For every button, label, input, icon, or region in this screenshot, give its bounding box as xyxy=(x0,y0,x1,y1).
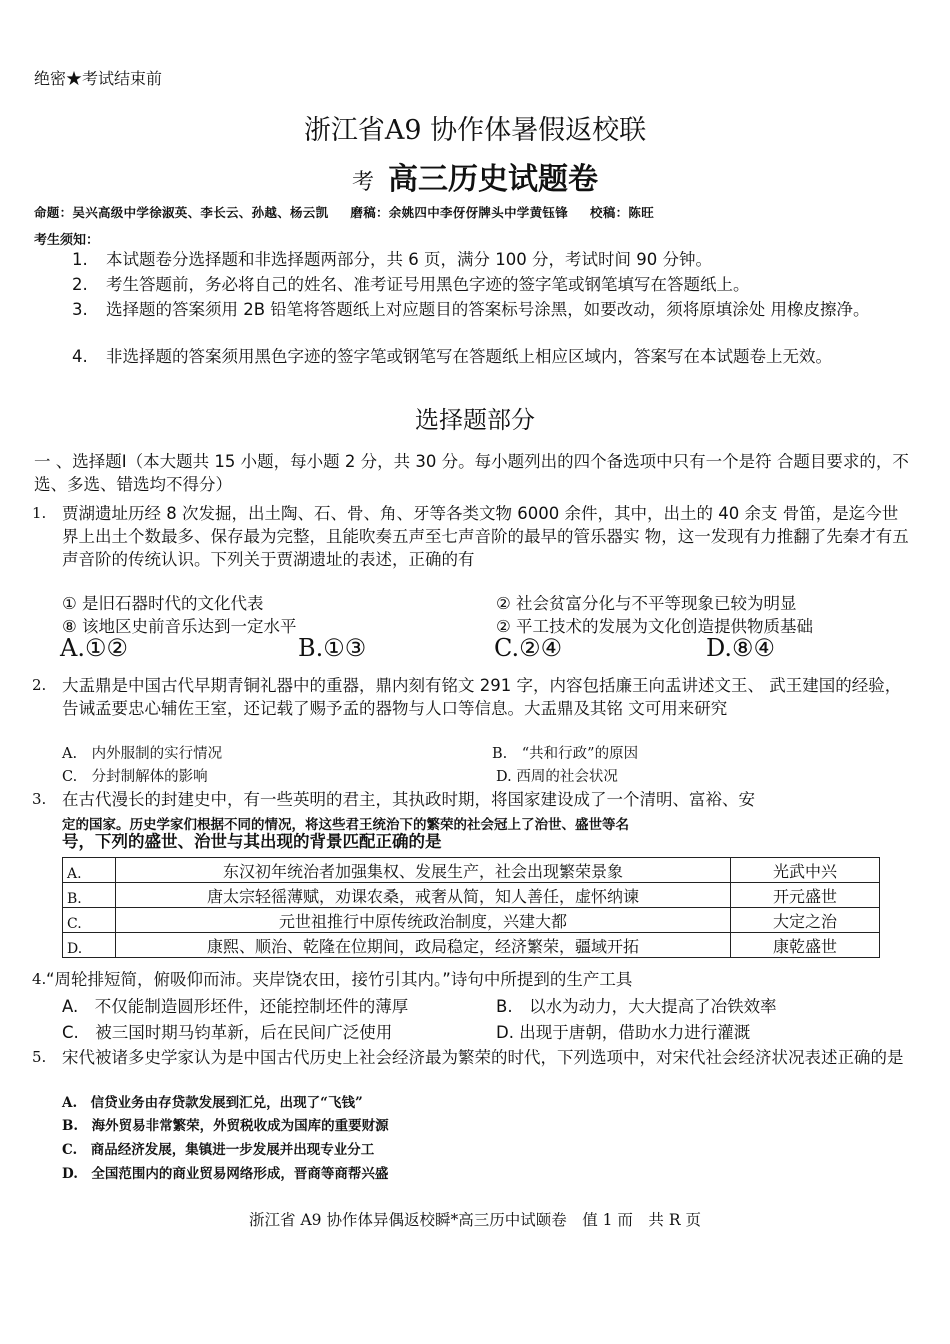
statement-4: ② 平工技术的发展为文化创造提供物质基础 xyxy=(496,617,814,636)
row-era-name: 康乾盛世 xyxy=(731,933,880,958)
statement-1: ① 是旧石器时代的文化代表 xyxy=(62,594,264,613)
question-text-line1: 在古代漫长的封建史中，有一些英明的君主，其执政时期，将国家建设成了一个清明、富裕、安 xyxy=(62,790,755,809)
row-description: 元世祖推行中原传统政治制度，兴建大都 xyxy=(116,908,731,933)
notice-item xyxy=(72,298,912,346)
question-number: 5. xyxy=(32,1048,47,1066)
title-kao-char: 考 xyxy=(351,170,374,195)
question-number: 1. xyxy=(32,504,47,522)
option-a[interactable]: A. 不仅能制造圆形坯件，还能控制坯件的薄厚 xyxy=(62,997,409,1016)
row-era-name: 光武中兴 xyxy=(731,858,880,883)
notice-num: 4. xyxy=(72,347,88,366)
question-4 xyxy=(32,968,912,992)
exam-title-line1: 浙江省A9 协作体暑假返校联 xyxy=(303,115,647,146)
row-letter: B. xyxy=(63,883,116,908)
credits-jiao: 校稿：陈旺 xyxy=(590,205,655,220)
row-letter: A. xyxy=(63,858,116,883)
notice-item xyxy=(72,273,912,297)
question-number: 4. xyxy=(32,970,47,988)
option-b[interactable]: B. 海外贸易非常繁荣，外贸税收成为国库的重要财源 xyxy=(62,1118,389,1134)
option-a[interactable]: A. 信贷业务由存贷款发展到汇兑，出现了“飞钱” xyxy=(62,1095,363,1111)
row-description: 康熙、顺治、乾隆在位期间，政局稳定，经济繁荣，疆域开拓 xyxy=(116,933,731,958)
exam-subject-title: 高三历史试题卷 xyxy=(388,162,598,197)
option-c[interactable]: C. 被三国时期马钧革新，后在民间广泛使用 xyxy=(62,1023,393,1042)
option-d[interactable]: D. 出现于唐朝，借助水力进行灌溉 xyxy=(496,1023,751,1042)
notice-item xyxy=(72,248,912,272)
question-2 xyxy=(32,674,912,744)
table-row[interactable] xyxy=(63,908,880,933)
option-a[interactable]: A.①② xyxy=(60,634,128,662)
question-number: 2. xyxy=(32,676,47,694)
table-row[interactable] xyxy=(63,858,880,883)
row-era-name: 开元盛世 xyxy=(731,883,880,908)
option-b[interactable]: B. “共和行政”的原因 xyxy=(492,746,639,762)
matching-table xyxy=(62,857,880,958)
option-b[interactable]: B. 以水为动力，大大提高了冶铁效率 xyxy=(496,997,777,1016)
credits-ming: 命题：吴兴高级中学徐淑英、李长云、孙越、杨云凯 xyxy=(34,205,329,220)
notice-text: 本试题卷分选择题和非选择题两部分，共 6 页，满分 100 分，考试时间 90 分钟。 xyxy=(106,250,712,269)
part-one-instructions: 一 、选择题Ⅰ（本大题共 15 小题，每小题 2 分，共 30 分。每小题列出的四个备选项中只有一个是符 合题目要求的，不选、多选、错选均不得分） xyxy=(34,452,909,494)
row-letter: D. xyxy=(63,933,116,958)
option-c[interactable]: C. 分封制解体的影响 xyxy=(62,769,208,785)
statement-3: ⑧ 该地区史前音乐达到一定水平 xyxy=(62,617,297,636)
notice-num: 3. xyxy=(72,300,88,319)
option-c[interactable]: C. 商品经济发展，集镇进一步发展并出现专业分工 xyxy=(62,1142,375,1158)
table-row[interactable] xyxy=(63,933,880,958)
option-a[interactable]: A. 内外服制的实行情况 xyxy=(62,746,223,762)
question-number: 3. xyxy=(32,790,47,808)
table-row[interactable] xyxy=(63,883,880,908)
section-title: 选择题部分 xyxy=(415,406,535,434)
option-d[interactable]: D. 全国范围内的商业贸易网络形成，晋商等商帮兴盛 xyxy=(62,1166,389,1182)
notice-text: 考生答题前，务必将自己的姓名、准考证号用黑色字迹的签字笔或钢笔填写在答题纸上。 xyxy=(106,275,750,294)
option-d[interactable]: D. 西周的社会状况 xyxy=(496,769,618,785)
statement-2: ② 社会贫富分化与不平等现象已较为明显 xyxy=(496,594,797,613)
credits-mo: 磨稿：余姚四中李伢伢牌头中学黄钰锋 xyxy=(350,205,569,220)
question-text: 贾湖遗址历经 8 次发掘，出土陶、石、骨、角、牙等各类文物 6000 余件，其中，出土的 40 余支 骨笛，是迄今世界上出土个数最多、保存最为完整，且能吹奏五声至七声音阶的最早的管乐器实 物，这一发现有力推翻了先秦才有五声音阶的传统认识。下列关于贾湖遗址的表述，正确的有 xyxy=(62,504,909,569)
notice-text: 选择题的答案须用 2B 铅笔将答题纸上对应题目的答案标号涂黑，如要改动，须将原填涂处 用橡皮擦净。 xyxy=(106,300,870,319)
credits-line xyxy=(34,203,676,221)
question-text: 宋代被诸多史学家认为是中国古代历史上社会经济最为繁荣的时代，下列选项中，对宋代社会经济状况表述正确的是 xyxy=(62,1048,904,1067)
question-text-line3: 号，下列的盛世、治世与其出现的背景匹配正确的是 xyxy=(62,832,442,851)
option-b[interactable]: B.①③ xyxy=(298,634,367,662)
notice-item xyxy=(72,345,912,393)
page-footer: 浙江省 A9 协作体异偶返校瞬*高三历中试颐卷 值 1 而 共 R 页 xyxy=(249,1211,701,1229)
row-era-name: 大定之治 xyxy=(731,908,880,933)
confidential-mark: 绝密★考试结束前 xyxy=(34,69,163,88)
question-text: “周轮排短简，俯吸仰而沛。夹岸饶农田，接竹引其内。”诗句中所提到的生产工具 xyxy=(46,970,633,989)
option-c[interactable]: C.②④ xyxy=(494,634,563,662)
question-1 xyxy=(32,502,912,594)
question-text: 大盂鼎是中国古代早期青铜礼器中的重器，鼎内刻有铭文 291 字，内容包括廉王向盂讲述文王、 武王建国的经验，告诫孟要忠心辅佐王室，还记载了赐予孟的器物与人口等信息。大盂鼎及其铭 文可用来研究 xyxy=(62,676,902,718)
notice-num: 2. xyxy=(72,275,88,294)
notice-text: 非选择题的答案须用黑色字迹的签字笔或钢笔写在答题纸上相应区域内，答案写在本试题卷上无效。 xyxy=(106,347,832,366)
notice-heading: 考生须知： xyxy=(34,233,100,248)
option-d[interactable]: D.⑧④ xyxy=(706,634,776,662)
notice-num: 1. xyxy=(72,250,88,269)
row-letter: C. xyxy=(63,908,116,933)
row-description: 唐太宗轻徭薄赋，劝课农桑，戒奢从简，知人善任，虚怀纳谏 xyxy=(116,883,731,908)
row-description: 东汉初年统治者加强集权、发展生产，社会出现繁荣景象 xyxy=(116,858,731,883)
question-text-line2: 定的国家。历史学家们根据不同的情况，将这些君王统治下的繁荣的社会冠上了治世、盛世等名 xyxy=(62,817,629,833)
exam-title-line2 xyxy=(0,154,950,198)
question-5 xyxy=(32,1046,912,1092)
